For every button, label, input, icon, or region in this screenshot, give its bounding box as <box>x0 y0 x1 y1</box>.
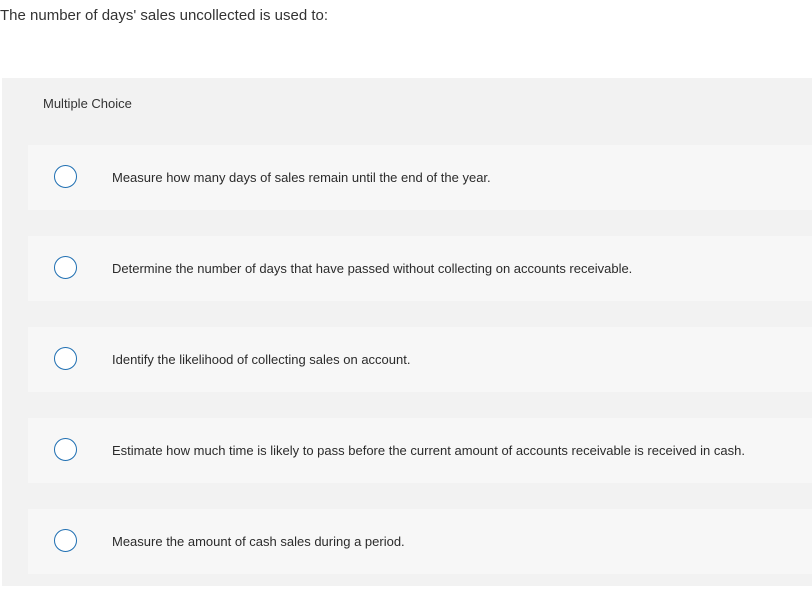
question-text: The number of days' sales uncollected is used to: <box>0 7 329 24</box>
choice-option-2[interactable] <box>28 236 812 301</box>
choice-option-5[interactable] <box>28 509 812 574</box>
radio-button-2[interactable] <box>54 256 77 279</box>
choice-option-3[interactable] <box>28 327 812 392</box>
choice-label-2[interactable]: Determine the number of days that have passed without collecting on accounts receivable. <box>112 261 633 276</box>
choice-list <box>28 145 812 600</box>
multiple-choice-panel <box>2 78 812 586</box>
radio-button-5[interactable] <box>54 529 77 552</box>
radio-button-3[interactable] <box>54 347 77 370</box>
choice-label-3[interactable]: Identify the likelihood of collecting sales on account. <box>112 352 411 367</box>
panel-header: Multiple Choice <box>43 96 132 111</box>
choice-option-4[interactable] <box>28 418 812 483</box>
choice-option-1[interactable] <box>28 145 812 210</box>
radio-button-1[interactable] <box>54 165 77 188</box>
choice-label-1[interactable]: Measure how many days of sales remain until the end of the year. <box>112 170 491 185</box>
radio-button-4[interactable] <box>54 438 77 461</box>
choice-label-5[interactable]: Measure the amount of cash sales during a period. <box>112 534 405 549</box>
choice-label-4[interactable]: Estimate how much time is likely to pass before the current amount of accounts receivable is received in cash. <box>112 443 745 458</box>
